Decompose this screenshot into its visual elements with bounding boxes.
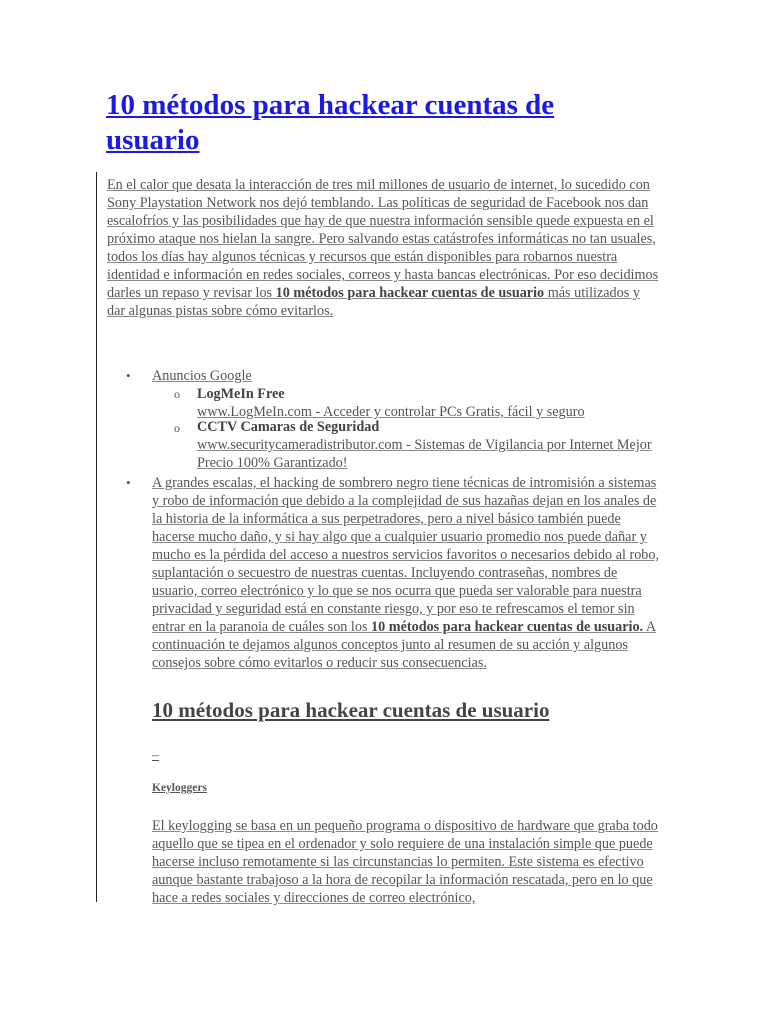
intro-paragraph bbox=[107, 176, 659, 320]
ads-label: Anuncios Google bbox=[152, 368, 252, 384]
article-title-link[interactable]: 10 métodos para hackear cuentas de usuario bbox=[106, 89, 555, 156]
body-text: A grandes escalas, el hacking de sombrero negro tiene técnicas de intromisión a sistemas y robo de información que debido a la complejidad de sus hazañas dejan en los anales de la historia de la informática a sus perpetradores, pero a nivel básico también puede hacerse mucho daño, y si hay algo que a cualquier usuario promedio nos puede dañar y mucho es la pérdida del acceso a nuestros servicios favoritos o necesarios debido al robo, suplantación o secuestro de nuestras cuentas. Incluyendo contraseñas, nombres de usuario, correo electrónico y lo que se nos ocurra que pueda ser valorable para nuestra privacidad y seguridad está en constante riesgo, y por eso te refrescamos el temor sin entrar en la paranoia de cuáles son los bbox=[152, 475, 660, 635]
section-heading: 10 métodos para hackear cuentas de usuario bbox=[152, 698, 550, 722]
ad-title-link[interactable]: CCTV Camaras de Seguridad bbox=[197, 419, 380, 435]
bullet-icon: • bbox=[126, 368, 131, 383]
ad-description[interactable]: www.LogMeIn.com - Acceder y controlar PCs Gratis, fácil y seguro bbox=[197, 404, 585, 420]
intro-bold: 10 métodos para hackear cuentas de usuario bbox=[275, 285, 545, 301]
ad-description[interactable]: www.securitycameradistributor.com - Sistemas de Vigilancia por Internet Mejor Precio 100% Garantizado! bbox=[197, 437, 652, 471]
intro-after: más utilizados y dar algunas pistas sobre cómo evitarlos. bbox=[107, 285, 640, 319]
body-bold: 10 métodos para hackear cuentas de usuario. bbox=[371, 619, 644, 635]
keyloggers-paragraph: El keylogging se basa en un pequeño programa o dispositivo de hardware que graba todo aquello que se tipea en el ordenador y solo requiere de una instalación simple que puede hacerse incluso remotamente si las circunstancias lo permiten. Este sistema es efectivo aunque bastante trabajoso a la hora de recopilar la información rescatada, pero en lo que hace a redes sociales y direcciones de correo electrónico, bbox=[152, 818, 658, 906]
left-vertical-rule bbox=[96, 172, 97, 902]
dash-marker: – bbox=[152, 748, 159, 763]
bullet-icon: • bbox=[126, 475, 131, 490]
circle-bullet-icon: o bbox=[174, 421, 180, 435]
ad-title-link[interactable]: LogMeIn Free bbox=[197, 386, 285, 402]
circle-bullet-icon: o bbox=[174, 387, 180, 401]
body-after: A continuación te dejamos algunos conceptos junto al resumen de su acción y algunos consejos sobre cómo evitarlos o reducir sus consecuencias. bbox=[152, 619, 657, 671]
keyloggers-heading: Keyloggers bbox=[152, 782, 207, 794]
body-paragraph bbox=[152, 474, 664, 672]
intro-text: En el calor que desata la interacción de tres mil millones de usuario de internet, lo sucedido con Sony Playstation Network nos dejó temblando. Las políticas de seguridad de Facebook nos dan escalofríos y las posibilidades que hay de que nuestra información sensible quede expuesta en el próximo ataque nos hielan la sangre. Pero salvando estas catástrofes informáticas no tan usuales, todos los días hay algunos técnicas y recursos que están disponibles para robarnos nuestra identidad e información en redes sociales, correos y hasta bancas electrónicas. Por eso decidimos darles un repaso y revisar los bbox=[107, 177, 659, 301]
